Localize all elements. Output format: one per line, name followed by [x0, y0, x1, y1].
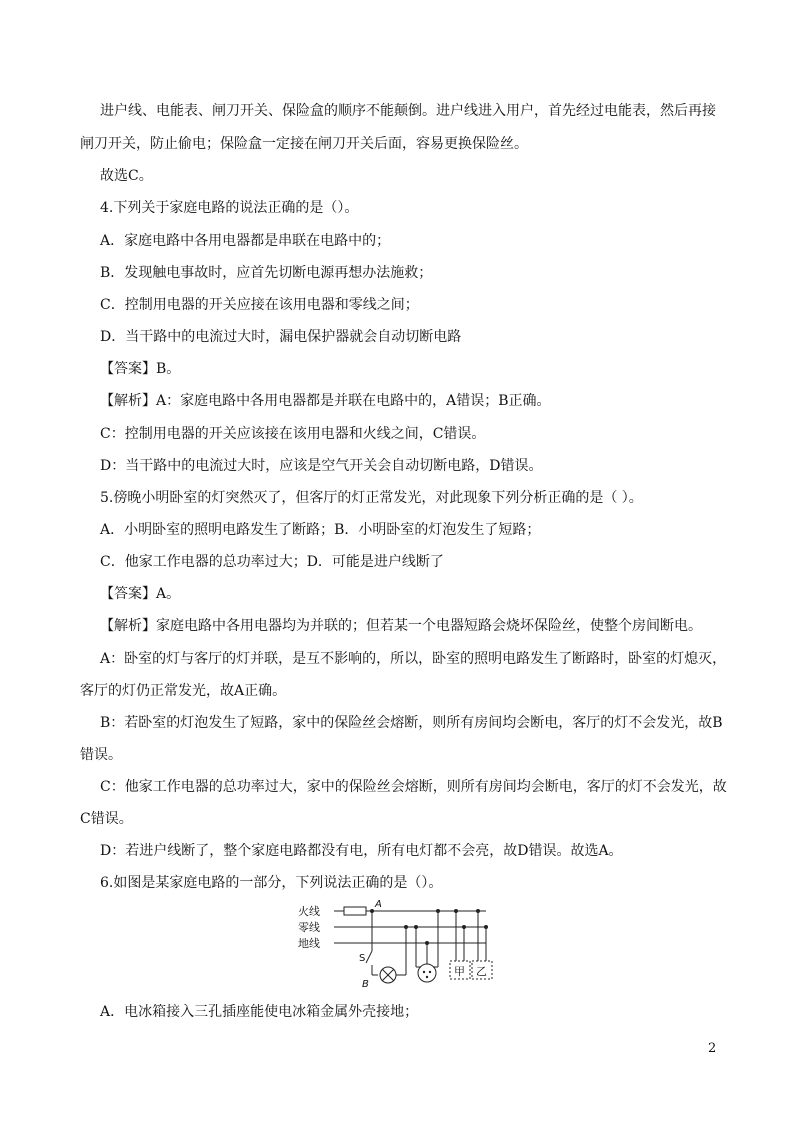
q5-options-ab: A．小明卧室的照明电路发生了断路；B．小明卧室的灯泡发生了短路； — [100, 522, 541, 538]
page-number: 2 — [708, 1041, 717, 1056]
q5-analysis-4-cont: C错误。 — [80, 811, 133, 827]
label-switch-s: S — [359, 953, 366, 964]
text-line-1: 进户线、电能表、闸刀开关、保险盒的顺序不能颠倒。进户线进入用户，首先经过电能表，然后再接 — [100, 103, 716, 119]
label-point-b: B — [362, 979, 369, 990]
q4-answer: 【答案】B。 — [100, 361, 181, 377]
q5-options-cd: C．他家工作电器的总功率过大；D．可能是进户线断了 — [100, 554, 444, 570]
label-ground-wire: 地线 — [298, 937, 320, 950]
q4-option-a: A．家庭电路中各用电器都是串联在电路中的； — [100, 233, 391, 249]
q5-analysis-2: A：卧室的灯与客厅的灯并联，是互不影响的，所以，卧室的照明电路发生了断路时，卧室的灯熄灭， — [100, 651, 727, 667]
q4-option-d: D．当干路中的电流过大时，漏电保护器就会自动切断电路 — [100, 329, 462, 345]
circuit-diagram — [296, 895, 516, 995]
label-point-a: A — [375, 899, 382, 910]
text-line-2: 闸刀开关，防止偷电；保险盒一定接在闸刀开关后面，容易更换保险丝。 — [80, 136, 528, 152]
q5-analysis-3-cont: 错误。 — [80, 747, 122, 763]
label-box-yi: 乙 — [476, 965, 487, 978]
label-live-wire: 火线 — [298, 905, 320, 918]
q4-analysis-1: 【解析】A：家庭电路中各用电器都是并联在电路中的，A错误；B正确。 — [100, 393, 551, 409]
q6-option-a: A．电冰箱接入三孔插座能使电冰箱金属外壳接地； — [100, 1004, 419, 1020]
label-neutral-wire: 零线 — [298, 921, 320, 934]
q4-analysis-2: C：控制用电器的开关应该接在该用电器和火线之间，C错误。 — [100, 426, 486, 442]
q4-analysis-3: D：当干路中的电流过大时，应该是空气开关会自动切断电路，D错误。 — [100, 458, 543, 474]
q4-option-b: B．发现触电事故时，应首先切断电源再想办法施救； — [100, 265, 433, 281]
label-box-jia: 甲 — [454, 965, 465, 978]
q5-analysis-1: 【解析】家庭电路中各用电器均为并联的；但若某一个电器短路会烧坏保险丝，使整个房间断电。 — [100, 618, 702, 634]
q5-analysis-5: D：若进户线断了，整个家庭电路都没有电，所有电灯都不会亮，故D错误。故选A。 — [100, 843, 623, 859]
q5-analysis-4: C：他家工作电器的总功率过大，家中的保险丝会熔断，则所有房间均会断电，客厅的灯不会发光，故 — [100, 779, 727, 795]
q5-analysis-3: B：若卧室的灯泡发生了短路，家中的保险丝会熔断，则所有房间均会断电，客厅的灯不会发光，故B — [100, 715, 723, 731]
q4-option-c: C．控制用电器的开关应接在该用电器和零线之间； — [100, 297, 419, 313]
question-6-stem: 6.如图是某家庭电路的一部分，下列说法正确的是（）。 — [100, 875, 443, 891]
q5-analysis-2-cont: 客厅的灯仍正常发光，故A正确。 — [80, 683, 287, 699]
q5-answer: 【答案】A。 — [100, 586, 181, 602]
question-4-stem: 4.下列关于家庭电路的说法正确的是（）。 — [100, 200, 359, 216]
text-line-3: 故选C。 — [100, 168, 153, 184]
question-5-stem: 5.傍晚小明卧室的灯突然灭了，但客厅的灯正常发光，对此现象下列分析正确的是（ ）。 — [100, 490, 643, 506]
